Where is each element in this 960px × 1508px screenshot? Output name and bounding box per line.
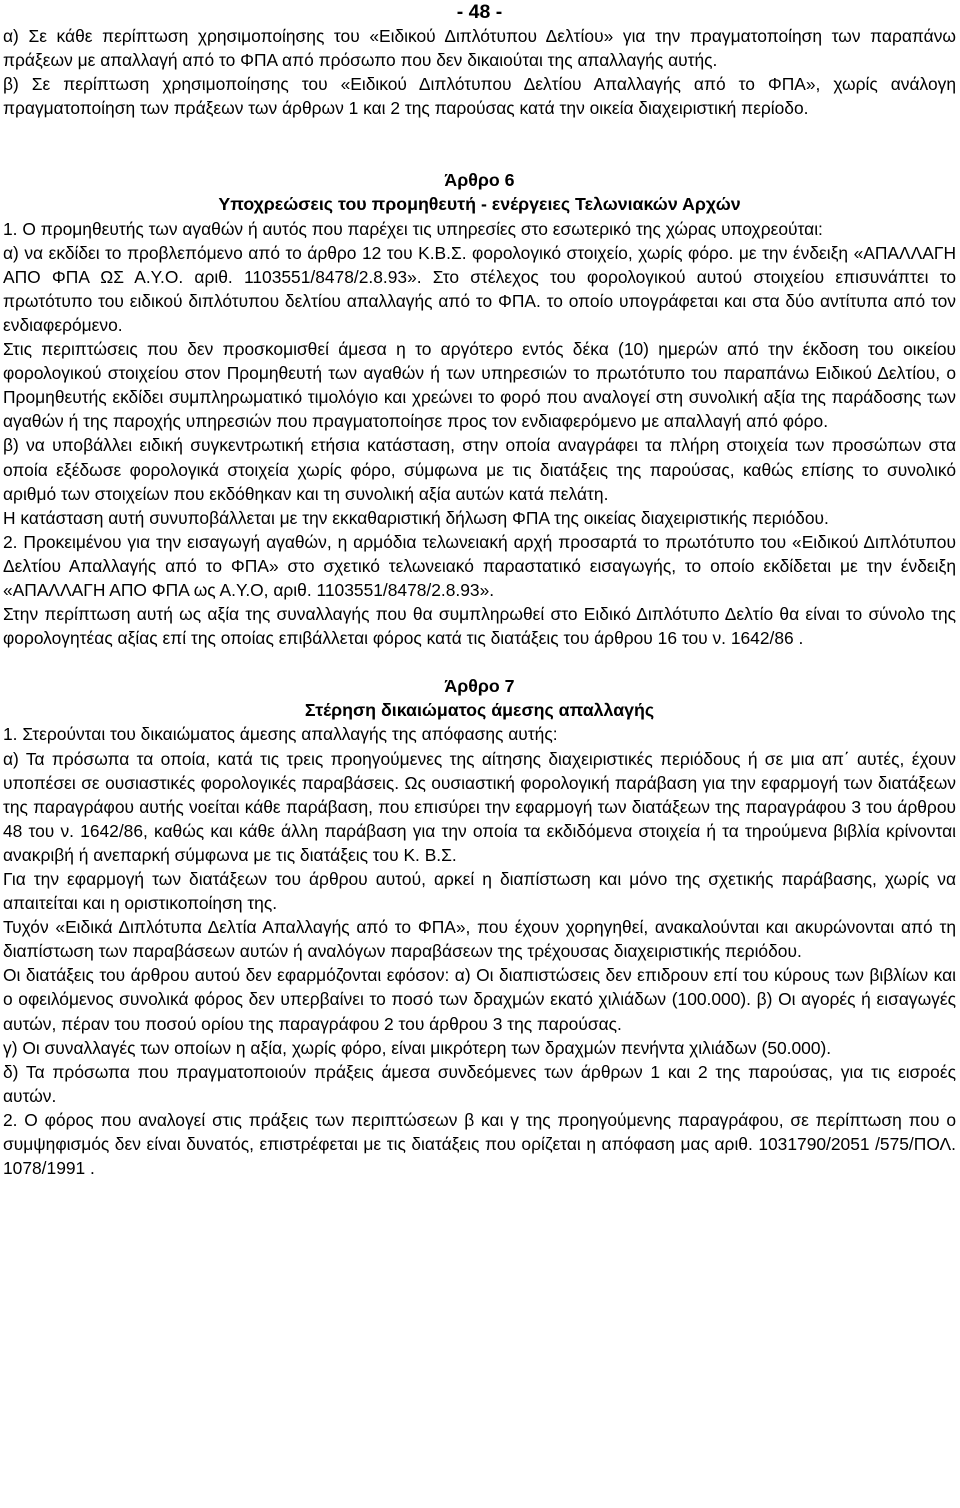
- article-6-paragraph: Στην περίπτωση αυτή ως αξία της συναλλαγής που θα συμπληρωθεί στο Ειδικό Διπλότυπο Δελτίο θα είναι το σύνολο της φορολογητέας αξίας επί της οποίας επιβάλλεται φόρος κατά τις διατάξεις του άρθρου 16 του ν. 1642/86 .: [3, 604, 956, 649]
- article-6-subtitle: Υποχρεώσεις του προμηθευτή - ενέργειες Τελωνιακών Αρχών: [218, 194, 741, 215]
- spacer: [3, 650, 956, 674]
- spacer: [3, 120, 956, 168]
- article-7-title: Άρθρο 7: [444, 676, 515, 697]
- article-7-paragraph: Για την εφαρμογή των διατάξεων του άρθρου αυτού, αρκεί η διαπίστωση και μόνο της σχετικής παράβασης, χωρίς να απαιτείται και η οριστικοποίηση της.: [3, 869, 956, 914]
- article-6-paragraph: α) να εκδίδει το προβλεπόμενο από το άρθρο 12 του Κ.Β.Σ. φορολογικό στοιχείο, χωρίς φόρο. με την ένδειξη «ΑΠΑΛΛΑΓΗ ΑΠΟ ΦΠΑ ΩΣ Α.Υ.Ο. αριθ. 1103551/8478/2.8.93». Στο στέλεχος του φορολογικού αυτού στοιχείου επισυνάπτει το πρωτότυπο του ειδικού διπλότυπου δελτίου απαλλαγής από το ΦΠΑ. το οποίο υπογράφεται και στα δύο αντίτυπα από τον ενδιαφερόμενο.: [3, 242, 956, 335]
- article-7-paragraph: 1. Στερούνται του δικαιώματος άμεσης απαλλαγής της απόφασης αυτής:: [3, 724, 558, 745]
- article-7-subtitle: Στέρηση δικαιώματος άμεσης απαλλαγής: [304, 700, 655, 721]
- article-7-paragraph: α) Τα πρόσωπα τα οποία, κατά τις τρεις προηγούμενες της αίτησης διαχειριστικές περιόδους ή σε μια απ΄ αυτές, έχουν υποπέσει σε ουσιαστικές φορολογικές παραβάσεις. Ως ουσιαστική φορολογική παράβαση για την εφαρμογή των διατάξεων της παραγράφου αυτής νοείται κάθε παράβαση, που επισύρει την εφαρμογή των διατάξεων της παραγράφου 3 του άρθρου 48 του ν. 1642/86, καθώς και κάθε άλλη παράβαση για την οποία τα εκδιδόμενα στοιχεία ή τα τηρούμενα βιβλία κρίνονται ανακριβή ή ανεπαρκή σύμφωνα με τις διατάξεις του Κ. Β.Σ.: [3, 748, 956, 865]
- article-6-paragraph: 1. Ο προμηθευτής των αγαθών ή αυτός που παρέχει τις υπηρεσίες στο εσωτερικό της χώρας υποχρεούται:: [3, 218, 823, 239]
- article-6-paragraph: β) να υποβάλλει ειδική συγκεντρωτική ετήσια κατάσταση, στην οποία αναγράφει τα πλήρη στοιχεία των προσώπων στα οποία εξέδωσε φορολογικά στοιχεία χωρίς φόρο, σύμφωνα με τις διατάξεις της παρούσας, καθώς επίσης το συνολικό αριθμό των στοιχείων που εκδόθηκαν και τη συνολική αξία αυτών κατά πελάτη.: [3, 435, 956, 504]
- article-7-paragraph: γ) Οι συναλλαγές των οποίων η αξία, χωρίς φόρο, είναι μικρότερη των δραχμών πενήντα χιλιάδων (50.000).: [3, 1037, 832, 1058]
- article-6-title: Άρθρο 6: [444, 170, 515, 191]
- page-number: - 48 -: [456, 1, 503, 23]
- article-6-paragraph: Η κατάσταση αυτή συνυποβάλλεται με την εκκαθαριστική δήλωση ΦΠΑ της οικείας διαχειριστικής περιόδου.: [3, 507, 829, 528]
- article-6-paragraph: 2. Προκειμένου για την εισαγωγή αγαθών, η αρμόδια τελωνειακή αρχή προσαρτά το πρωτότυπο του «Ειδικού Διπλότυπου Δελτίου Απαλλαγής από το ΦΠΑ» στο σχετικό τελωνειακό παραστατικό εισαγωγής, το οποίο εκδίδεται με την ένδειξη «ΑΠΑΛΛΑΓΗ ΑΠΟ ΦΠΑ ως Α.Υ.Ο, αριθ. 1103551/8478/2.8.93».: [3, 531, 956, 600]
- article-6-paragraph: Στις περιπτώσεις που δεν προσκομισθεί άμεσα η το αργότερο εντός δέκα (10) ημερών από την έκδοση του οικείου φορολογικού στοιχείου στον Προμηθευτή των αγαθών ή των υπηρεσιών το πρωτότυπο του παραπάνω Ειδικού Δελτίου, ο Προμηθευτής εκδίδει συμπληρωματικό τιμολόγιο και χρεώνει το φορό που αναλογεί στη συνολική αξία της παράδοσης των αγαθών ή της παροχής υπηρεσιών που πραγματοποίησε προς τον ενδιαφερόμενο με απαλλαγή από φόρο.: [3, 339, 956, 432]
- paragraph-1b: β) Σε περίπτωση χρησιμοποίησης του «Ειδικού Διπλότυπου Δελτίου Απαλλαγής από το ΦΠΑ», χωρίς ανάλογη πραγματοποίηση των πράξεων των άρθρων 1 και 2 της παρούσας κατά την οικεία διαχειριστική περίοδο.: [3, 74, 956, 119]
- article-7-paragraph: δ) Τα πρόσωπα που πραγματοποιούν πράξεις άμεσα συνδεόμενες των άρθρων 1 και 2 της παρούσας, για τις εισροές αυτών.: [3, 1061, 956, 1106]
- article-7-paragraph: Οι διατάξεις του άρθρου αυτού δεν εφαρμόζονται εφόσον: α) Οι διαπιστώσεις δεν επιδρουν επί του κύρους των βιβλίων και ο οφειλόμενος συνολικά φόρος δεν υπερβαίνει το ποσό των δραχμών εκατό χιλιάδων (100.000). β) Οι αγορές ή εισαγωγές αυτών, πέραν του ποσού ορίου της παραγράφου 2 του άρθρου 3 της παρούσας.: [3, 965, 956, 1034]
- article-7-paragraph: Τυχόν «Ειδικά Διπλότυπα Δελτία Απαλλαγής από το ΦΠΑ», που έχουν χορηγηθεί, ανακαλούνται και ακυρώνονται από τη διαπίστωση των παραβάσεων αυτών ή αναλόγων παραβάσεων της τρέχουσας διαχειριστικής περιόδου.: [3, 917, 956, 962]
- article-7-paragraph: 2. Ο φόρος που αναλογεί στις πράξεις των περιπτώσεων β και γ της προηγούμενης παραγράφου, σε περίπτωση που ο συμψηφισμός δεν είναι δυνατός, επιστρέφεται με τις διατάξεις που ορίζεται η απόφαση μας αριθ. 1031790/2051 /575/ΠΟΛ. 1078/1991 .: [3, 1109, 956, 1179]
- paragraph-1a: α) Σε κάθε περίπτωση χρησιμοποίησης του «Ειδικού Διπλότυπου Δελτίου» για την πραγματοποίηση των παραπάνω πράξεων με απαλλαγή από το ΦΠΑ από πρόσωπο που δεν δικαιούται της απαλλαγής αυτής.: [3, 26, 956, 71]
